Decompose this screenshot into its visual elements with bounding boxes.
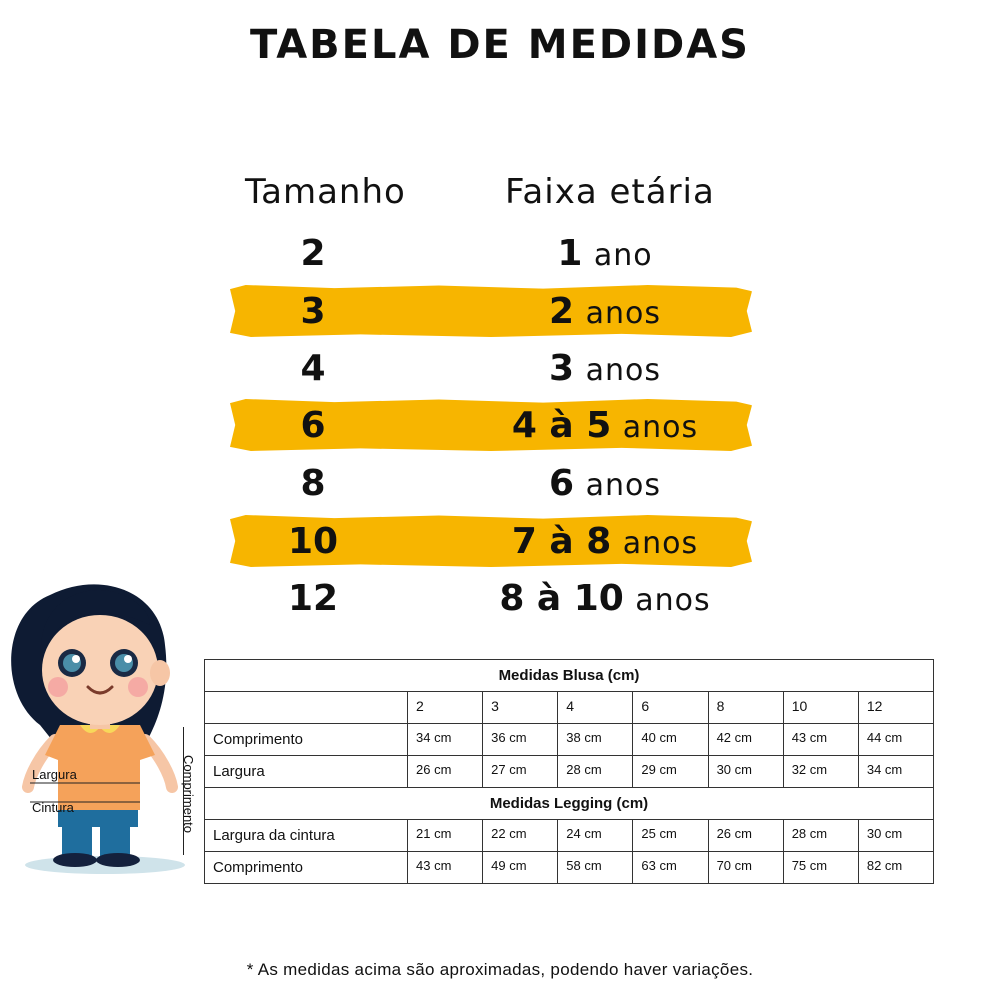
table-cell: 22 cm [483, 820, 558, 852]
age-value [470, 286, 740, 340]
figure-label-length: Comprimento [181, 755, 196, 834]
table-row [205, 724, 934, 756]
row-label: Comprimento [205, 852, 408, 884]
table-row [205, 820, 934, 852]
size-row [0, 343, 1000, 395]
size-value: 12 [287, 578, 339, 619]
age-value [470, 516, 740, 570]
size-header-cell: 6 [633, 692, 708, 724]
table-cell: 26 cm [708, 820, 783, 852]
size-value: 2 [300, 233, 326, 274]
size-header-cell: 2 [408, 692, 483, 724]
table-cell: 29 cm [633, 756, 708, 788]
age-number: 1 [557, 233, 583, 274]
table-cell: 36 cm [483, 724, 558, 756]
age-value [470, 400, 740, 454]
age-unit: anos [622, 526, 699, 561]
size-row [0, 400, 1000, 452]
table-cell: 58 cm [558, 852, 633, 884]
age-unit: anos [635, 583, 711, 618]
table-cell: 44 cm [858, 724, 933, 756]
table-cell: 24 cm [558, 820, 633, 852]
blouse-section-title-row [205, 660, 934, 692]
blouse-section-title: Medidas Blusa (cm) [205, 660, 934, 692]
size-header-cell: 8 [708, 692, 783, 724]
table-cell: 30 cm [708, 756, 783, 788]
row-label: Largura [205, 756, 408, 788]
table-cell: 38 cm [558, 724, 633, 756]
size-value: 6 [300, 405, 326, 446]
table-cell: 28 cm [558, 756, 633, 788]
age-unit: anos [585, 353, 661, 388]
size-value: 3 [300, 291, 326, 332]
table-cell: 42 cm [708, 724, 783, 756]
row-label: Comprimento [205, 724, 408, 756]
empty-header-cell [205, 692, 408, 724]
age-unit: anos [622, 410, 699, 445]
table-cell: 75 cm [783, 852, 858, 884]
age-column-header: Faixa etária [505, 172, 715, 212]
page-title: TABELA DE MEDIDAS [250, 22, 750, 68]
size-value: 10 [287, 521, 339, 562]
figure-label-waist: Cintura [32, 800, 74, 815]
table-cell: 43 cm [783, 724, 858, 756]
table-cell: 49 cm [483, 852, 558, 884]
table-cell: 40 cm [633, 724, 708, 756]
table-cell: 82 cm [858, 852, 933, 884]
legging-section-title: Medidas Legging (cm) [205, 788, 934, 820]
size-row [0, 228, 1000, 280]
table-cell: 34 cm [408, 724, 483, 756]
age-value [470, 343, 740, 397]
table-cell: 43 cm [408, 852, 483, 884]
age-number: 4 à 5 [511, 405, 612, 446]
size-header-cell: 3 [483, 692, 558, 724]
age-number: 2 [549, 291, 575, 332]
age-unit: ano [593, 238, 653, 273]
age-unit: anos [585, 296, 661, 331]
age-unit: anos [585, 468, 661, 503]
size-header-cell: 10 [783, 692, 858, 724]
table-row [205, 852, 934, 884]
size-header-cell: 12 [858, 692, 933, 724]
measurements-table [204, 659, 934, 884]
age-value [470, 228, 740, 282]
row-label: Largura da cintura [205, 820, 408, 852]
table-cell: 27 cm [483, 756, 558, 788]
legging-section-title-row [205, 788, 934, 820]
size-header-cell: 4 [558, 692, 633, 724]
table-cell: 63 cm [633, 852, 708, 884]
age-value [470, 573, 740, 627]
table-cell: 25 cm [633, 820, 708, 852]
table-cell: 30 cm [858, 820, 933, 852]
age-number: 6 [549, 463, 575, 504]
size-row [0, 516, 1000, 568]
table-cell: 28 cm [783, 820, 858, 852]
table-cell: 34 cm [858, 756, 933, 788]
table-cell: 21 cm [408, 820, 483, 852]
table-cell: 26 cm [408, 756, 483, 788]
table-cell: 70 cm [708, 852, 783, 884]
size-value: 8 [300, 463, 326, 504]
size-row [0, 458, 1000, 510]
age-value [470, 458, 740, 512]
table-cell: 32 cm [783, 756, 858, 788]
age-number: 3 [549, 348, 575, 389]
size-column-header: Tamanho [245, 172, 406, 212]
table-row [205, 756, 934, 788]
size-value: 4 [300, 348, 326, 389]
size-row [0, 286, 1000, 338]
girl-illustration-icon [0, 575, 200, 875]
size-header-row [205, 692, 934, 724]
footnote: * As medidas acima são aproximadas, podendo haver variações. [246, 960, 754, 979]
age-number: 8 à 10 [499, 578, 624, 619]
age-number: 7 à 8 [511, 521, 612, 562]
figure-label-width: Largura [32, 767, 77, 782]
